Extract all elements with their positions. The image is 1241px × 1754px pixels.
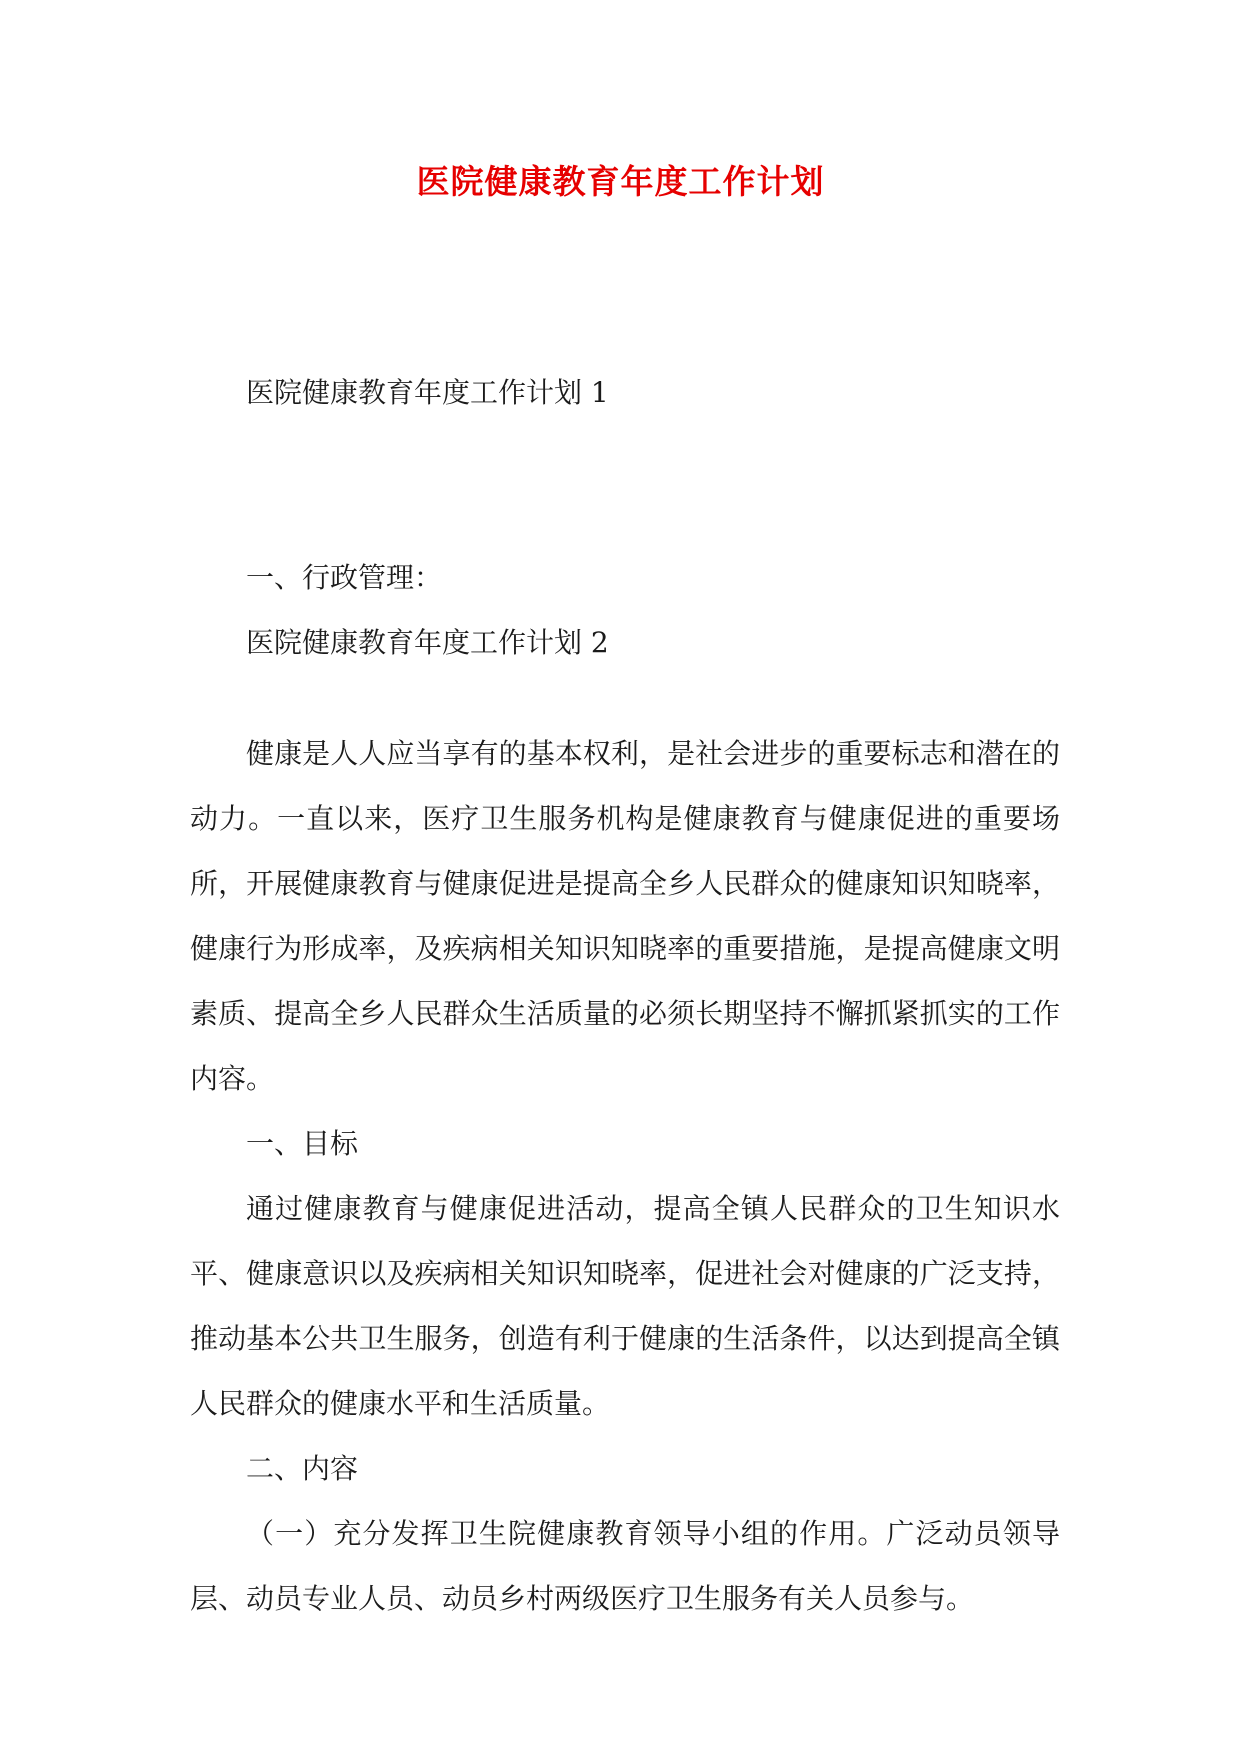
- plan2-heading: 医院健康教育年度工作计划 2: [246, 626, 609, 659]
- plan1-heading: 医院健康教育年度工作计划 1: [246, 376, 609, 409]
- intro-paragraph: 健康是人人应当享有的基本权利，是社会进步的重要标志和潜在的动力。一直以来，医疗卫生服务机构是健康教育与健康促进的重要场所，开展健康教育与健康促进是提高全乡人民群众的健康知识知晓率，健康行为形成率，及疾病相关知识知晓率的重要措施，是提高健康文明素质、提高全乡人民群众生活质量的必须长期坚持不懈抓紧抓实的工作内容。: [190, 737, 1060, 1095]
- plan1-section-admin: 一、行政管理：: [246, 561, 443, 594]
- document-title: 医院健康教育年度工作计划: [416, 162, 825, 201]
- goal-paragraph: 通过健康教育与健康促进活动，提高全镇人民群众的卫生知识水平、健康意识以及疾病相关知识知晓率，促进社会对健康的广泛支持，推动基本公共卫生服务，创造有利于健康的生活条件，以达到提高全镇人民群众的健康水平和生活质量。: [190, 1192, 1060, 1420]
- document-body: [190, 360, 1060, 1631]
- content-item-1: （一）充分发挥卫生院健康教育领导小组的作用。广泛动员领导层、动员专业人员、动员乡村两级医疗卫生服务有关人员参与。: [190, 1517, 1060, 1615]
- goal-heading: 一、目标: [246, 1127, 359, 1160]
- content-heading: 二、内容: [246, 1452, 359, 1485]
